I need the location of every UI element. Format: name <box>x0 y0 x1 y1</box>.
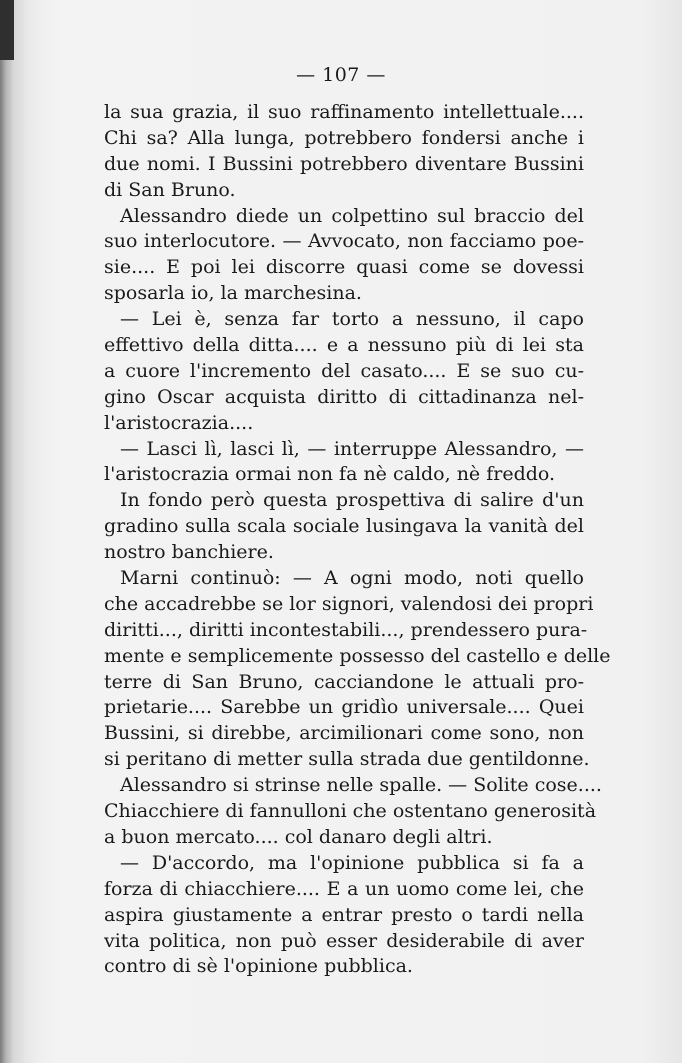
text-line: forza di chiacchiere.... E a un uomo come lei, che <box>104 877 584 900</box>
text-line: gino Oscar acquista diritto di cittadinanza nel- <box>104 385 584 408</box>
text-line: — Lei è, senza far torto a nessuno, il capo <box>120 308 584 331</box>
text-line: che accadrebbe se lor signori, valendosi dei propri <box>104 592 594 615</box>
text-line: Alessandro diede un colpettino sul braccio del <box>120 204 584 227</box>
text-line: suo interlocutore. — Avvocato, non facciamo poe- <box>104 230 584 253</box>
text-line: nostro banchiere. <box>104 541 274 564</box>
text-line: Chi sa? Alla lunga, potrebbero fondersi anche i <box>104 126 584 149</box>
text-line: Chiacchiere di fannulloni che ostentano generosità <box>104 800 597 823</box>
binding-shadow <box>0 0 14 60</box>
text-line: l'aristocrazia ormai non fa nè caldo, nè freddo. <box>104 463 556 486</box>
text-line: Alessandro si strinse nelle spalle. — Solite cose.... <box>120 774 602 797</box>
text-line: — D'accordo, ma l'opinione pubblica si fa a <box>120 851 584 874</box>
text-line: sie.... E poi lei discorre quasi come se dovessi <box>104 256 584 279</box>
text-line: aspira giustamente a entrar presto o tardi nella <box>104 903 584 926</box>
text-line: terre di San Bruno, cacciandone le attuali pro- <box>104 670 584 693</box>
text-line: sposarla io, la marchesina. <box>104 282 362 305</box>
text-line: Marni continuò: — A ogni modo, noti quello <box>120 567 584 590</box>
text-line: la sua grazia, il suo raffinamento intellettuale.... <box>104 101 584 123</box>
text-line: contro di sè l'opinione pubblica. <box>104 955 413 978</box>
body-text <box>104 100 611 980</box>
text-line: di San Bruno. <box>104 178 236 201</box>
text-line: mente e semplicemente possesso del castello e delle <box>104 644 611 667</box>
text-line: prietarie.... Sarebbe un gridìo universale.... Quei <box>104 696 584 719</box>
text-line: a cuore l'incremento del casato.... E se suo cu- <box>104 359 584 382</box>
text-line: Bussini, si direbbe, arcimilionari come sono, non <box>104 722 584 745</box>
text-line: due nomi. I Bussini potrebbero diventare Bussini <box>104 152 584 175</box>
page-number: — 107 — <box>296 64 386 86</box>
text-line: vita politica, non può esser desiderabile di aver <box>104 929 584 952</box>
text-line: si peritano di metter sulla strada due gentildonne. <box>104 748 590 771</box>
text-line: a buon mercato.... col danaro degli altri. <box>104 825 493 848</box>
text-line: gradino sulla scala sociale lusingava la vanità del <box>104 515 584 538</box>
text-line: diritti..., diritti incontestabili..., prendessero pura- <box>104 618 588 641</box>
binding-edge <box>0 0 26 1063</box>
text-line: effettivo della ditta.... e a nessuno più di lei sta <box>104 334 584 357</box>
text-line: — Lasci lì, lasci lì, — interruppe Alessandro, — <box>120 437 584 460</box>
text-line: l'aristocrazia.... <box>104 411 254 434</box>
text-line: In fondo però questa prospettiva di salire d'un <box>120 489 584 512</box>
